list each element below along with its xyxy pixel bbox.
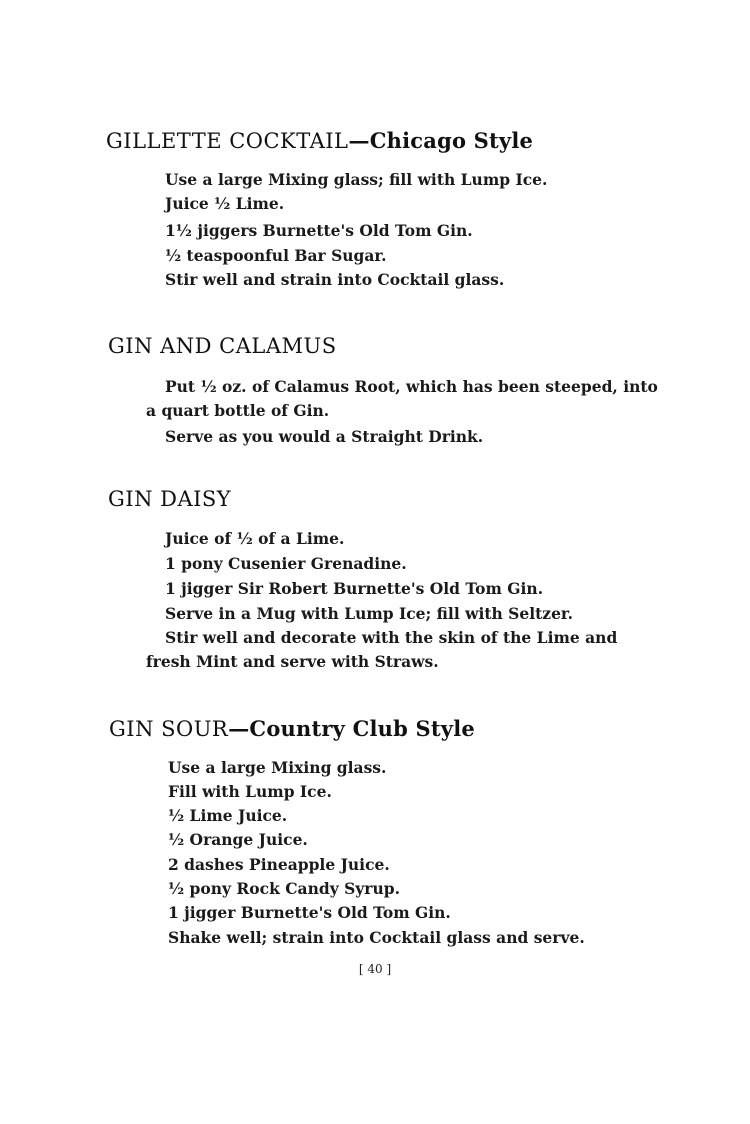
- recipe-line: 1 jigger Sir Robert Burnette's Old Tom Gin.: [165, 579, 544, 598]
- recipe-line: Use a large Mixing glass.: [168, 758, 387, 777]
- recipe-name: GIN SOUR: [109, 717, 229, 741]
- recipe-line: 1 jigger Burnette's Old Tom Gin.: [168, 903, 451, 922]
- recipe-line: Juice ½ Lime.: [165, 194, 285, 213]
- recipe-line: Put ½ oz. of Calamus Root, which has been steeped, into: [165, 377, 658, 396]
- recipe-line: Stir well and strain into Cocktail glass.: [165, 270, 505, 289]
- recipe-line: Serve as you would a Straight Drink.: [165, 427, 484, 446]
- recipe-line: Serve in a Mug with Lump Ice; fill with Seltzer.: [165, 604, 574, 623]
- recipe-line: ½ pony Rock Candy Syrup.: [168, 879, 400, 898]
- recipe-title: [108, 487, 231, 511]
- recipe-line: 2 dashes Pineapple Juice.: [168, 855, 390, 874]
- recipe-line: Fill with Lump Ice.: [168, 782, 332, 801]
- recipe-line: Juice of ½ of a Lime.: [165, 529, 345, 548]
- page-number: [ 40 ]: [358, 962, 392, 976]
- recipe-title: [109, 716, 475, 741]
- recipe-line: 1½ jiggers Burnette's Old Tom Gin.: [165, 221, 473, 240]
- recipe-line: ½ Orange Juice.: [168, 830, 308, 849]
- recipe-line: Use a large Mixing glass; fill with Lump Ice.: [165, 170, 548, 189]
- recipe-line: ½ Lime Juice.: [168, 806, 288, 825]
- recipe-title: [108, 334, 337, 358]
- recipe-name: GIN DAISY: [108, 487, 232, 511]
- recipe-style: —Chicago Style: [348, 128, 534, 153]
- recipe-name: GILLETTE COCKTAIL: [106, 129, 349, 153]
- recipe-line: 1 pony Cusenier Grenadine.: [165, 554, 407, 573]
- recipe-line: ½ teaspoonful Bar Sugar.: [165, 246, 387, 265]
- recipe-line: Shake well; strain into Cocktail glass and serve.: [168, 928, 585, 947]
- recipe-name: GIN AND CALAMUS: [108, 334, 337, 358]
- recipe-line: a quart bottle of Gin.: [146, 401, 330, 420]
- recipe-line: fresh Mint and serve with Straws.: [146, 652, 439, 671]
- recipe-title: [106, 128, 533, 153]
- recipe-style: —Country Club Style: [228, 716, 475, 741]
- recipe-line: Stir well and decorate with the skin of the Lime and: [165, 628, 618, 647]
